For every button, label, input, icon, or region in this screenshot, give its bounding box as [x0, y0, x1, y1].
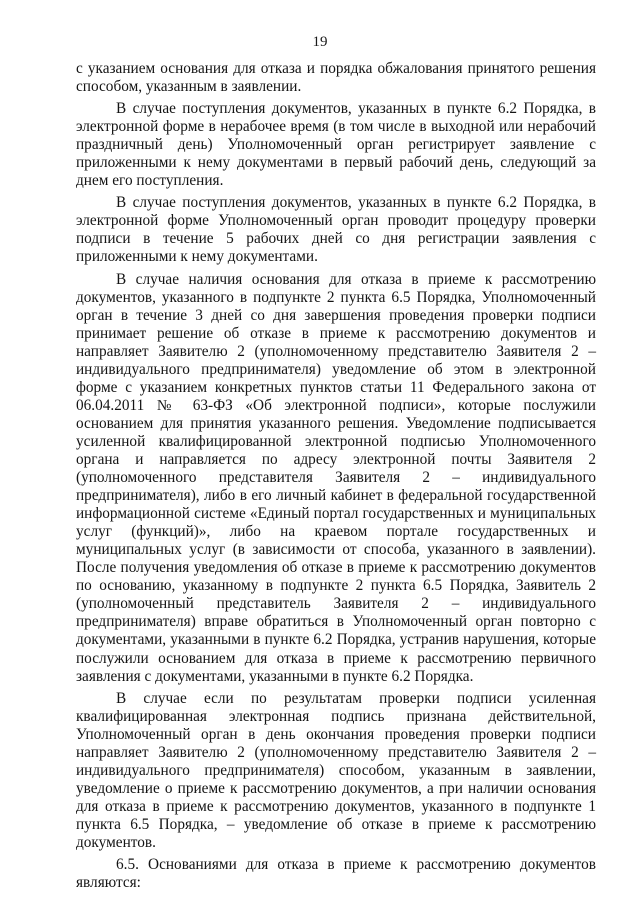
paragraph-refusal-notice: В случае наличия основания для отказа в приеме к рассмотрению документов, указанного в подпункте 2 пункта 6.5 Порядка, Уполномоченный орган в течение 3 дней со дня завершения проведения проверки подписи принимает решение об отказе в приеме к рассмотрению документов и направляет Заявителю 2 (уполномоченному представителю Заявителя 2 – индивидуального предпринимателя) уведомление об этом в электронной форме с указанием конкретных пунктов статьи 11 Федерального закона от 06.04.2011 № 63-ФЗ «Об электронной подписи», которые послужили основанием для принятия указанного решения. Уведомление подписывается усиленной квалифицированной электронной подписью Уполномоченного органа и направляется по адресу электронной почты Заявителя 2 (уполномоченного представителя Заявителя 2 – индивидуального предпринимателя), либо в его личный кабинет в федеральной государственной информационной системе «Единый портал государственных и муниципальных услуг (функций)», либо на краевом портале государственных и муниципальных услуг (в зависимости от способа, указанного в заявлении). После получения уведомления об отказе в приеме к рассмотрению документов по основанию, указанному в подпункте 2 пункта 6.5 Порядка, Заявитель 2 (уполномоченный представитель Заявителя 2 – индивидуального предпринимателя) вправе обратиться в Уполномоченный орган повторно с документами, указанными в пункте 6.2 Порядка, устранив нарушения, которые послужили основанием для отказа в приеме к рассмотрению первичного заявления с документами, указанными в пункте 6.2 Порядка.: [76, 270, 596, 685]
paragraph-valid-signature: В случае если по результатам проверки подписи усиленная квалифицированная электронная подпись признана действительной, Уполномоченный орган в день окончания проведения проверки подписи направляет Заявителю 2 (уполномоченному представителю Заявителя 2 – индивидуального предпринимателя) способом, указанным в заявлении, уведомление о приеме к рассмотрению документов, а при наличии основания для отказа в приеме к рассмотрению документов, указанного в подпункте 1 пункта 6.5 Порядка, – уведомление об отказе в приеме к рассмотрению документов.: [76, 689, 596, 851]
paragraph-off-hours-registration: В случае поступления документов, указанных в пункте 6.2 Порядка, в электронной форме в нерабочее время (в том числе в выходной или нерабочий праздничный день) Уполномоченный орган регистрирует заявление с приложенными к нему документами в первый рабочий день, следующий за днем его поступления.: [76, 100, 596, 190]
paragraph-refusal-grounds: 6.5. Основаниями для отказа в приеме к рассмотрению документов являются:: [76, 856, 596, 892]
document-body: [76, 60, 596, 896]
paragraph-signature-check: В случае поступления документов, указанных в пункте 6.2 Порядка, в электронной форме Уполномоченный орган проводит процедуру проверки подписи в течение 5 рабочих дней со дня регистрации заявления с приложенными к нему документами.: [76, 194, 596, 266]
page-number: 19: [312, 34, 328, 50]
paragraph-continuation: с указанием основания для отказа и порядка обжалования принятого решения способом, указанным в заявлении.: [76, 60, 596, 96]
